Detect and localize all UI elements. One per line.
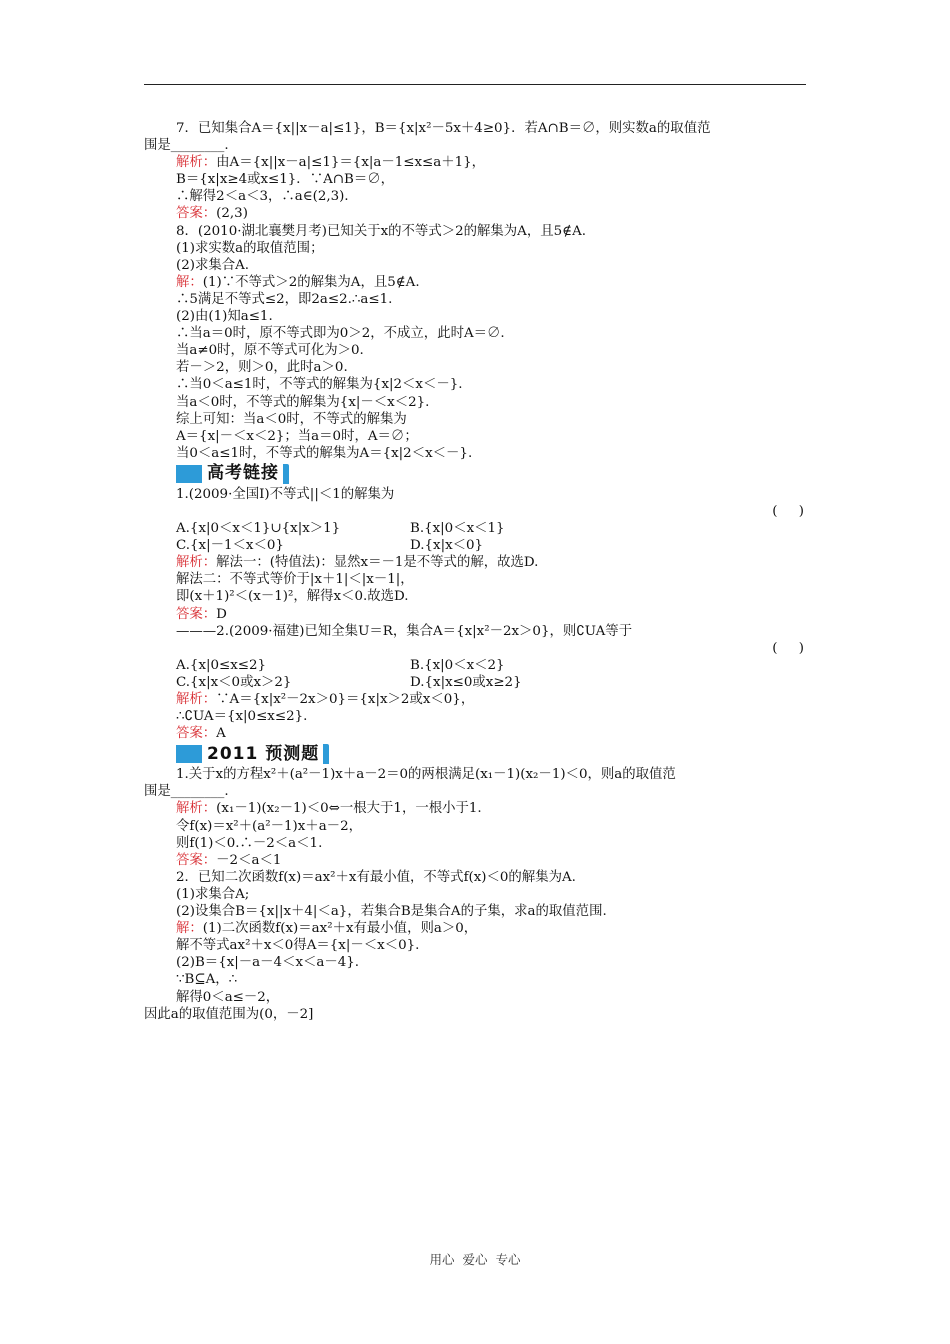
g1-option-d: D.{x|x＜0} (410, 538, 484, 554)
section-marker-bar (283, 464, 289, 484)
g2-answer-label: 答案： (176, 726, 217, 742)
q8-solution-line6: 若－＞2，则＞0，此时a＞0. (176, 360, 348, 376)
q7-solution-text1: 由A＝{x||x－a|≤1}＝{x|a－1≤x≤a＋1}， (216, 155, 486, 171)
section-title: 高考链接 (207, 463, 279, 484)
p2-solution-text1: (1)二次函数f(x)＝ax²＋x有最小值，则a＞0， (202, 921, 478, 937)
p1-solution-label: 解析： (176, 801, 217, 817)
p2-solution-line6: 因此a的取值范围为(0，－2] (144, 1006, 314, 1022)
p2-stem-line2: (1)求集合A; (176, 886, 250, 902)
q7-solution-line2: B＝{x|x≥4或x≤1}．∵A∩B＝∅， (176, 172, 394, 188)
g2-option-d: D.{x|x≤0或x≥2} (410, 674, 522, 690)
page-footer: 用心 爱心 专心 (429, 1252, 521, 1267)
q8-solution-line4: ∴当a＝0时，原不等式即为0＞2，不成立，此时A＝∅. (176, 326, 505, 342)
q8-solution-line3: (2)由(1)知a≤1. (176, 309, 273, 325)
g1-solution-line1 (144, 554, 808, 571)
q8-stem-line3: (2)求集合A. (176, 257, 250, 273)
g2-option-b: B.{x|0＜x＜2} (410, 657, 505, 673)
g1-options-row2 (144, 537, 808, 554)
section-header-prediction (176, 743, 808, 765)
section-marker-block (176, 465, 202, 483)
p2-stem-line1: 2．已知二次函数f(x)＝ax²＋x有最小值，不等式f(x)＜0的解集为A. (176, 869, 576, 885)
q8-solution-line11: 当0＜a≤1时，不等式的解集为A＝{x|2＜x＜－}. (176, 445, 473, 461)
g1-solution-line3: 即(x＋1)²＜(x－1)²，解得x＜0.故选D. (176, 589, 409, 605)
header-rule (144, 84, 806, 85)
p1-answer (144, 852, 808, 869)
q8-solution-line10: A＝{x|－＜x＜2}；当a＝0时，A＝∅； (176, 428, 418, 444)
document-body (144, 120, 808, 1023)
p1-solution-text1: (x₁－1)(x₂－1)＜0⇔一根大于1，一根小于1. (216, 801, 482, 817)
q8-solution-line7: ∴当0＜a≤1时，不等式的解集为{x|2＜x＜－}. (176, 377, 463, 393)
g1-answer-value: D (216, 606, 227, 622)
q8-stem-line1: 8．(2010·湖北襄樊月考)已知关于x的不等式＞2的解集为A，且5∉A. (176, 223, 586, 239)
g1-stem-line1: 1.(2009·全国Ⅰ)不等式||＜1的解集为 (176, 486, 395, 502)
g2-answer-value: A (216, 726, 226, 742)
p2-solution-label: 解： (176, 921, 203, 937)
q8-solution-line8: 当a＜0时，不等式的解集为{x|－＜x＜2}. (176, 394, 430, 410)
g2-options-row1 (144, 657, 808, 674)
g2-option-c: C.{x|x＜0或x＞2} (176, 674, 292, 690)
section-header-gaokao (176, 463, 808, 485)
p2-stem-line3: (2)设集合B＝{x||x＋4|＜a}，若集合B是集合A的子集，求a的取值范围. (176, 904, 607, 920)
g1-answer-label: 答案： (176, 606, 217, 622)
q7-answer (144, 205, 808, 222)
g1-option-a: A.{x|0＜x＜1}∪{x|x＞1} (176, 521, 341, 537)
q8-solution-line2: ∴5满足不等式≤2，即2a≤2.∴a≤1. (176, 291, 393, 307)
q8-stem-line2: (1)求实数a的取值范围； (176, 240, 324, 256)
q8-solution-line9: 综上可知：当a＜0时，不等式的解集为 (176, 411, 407, 427)
g1-answer (144, 606, 808, 623)
g2-solution-line1 (144, 691, 808, 708)
g1-option-c: C.{x|－1＜x＜0} (176, 538, 284, 554)
q7-solution-line3: ∴解得2＜a＜3，∴a∈(2,3)． (176, 189, 358, 205)
q8-solution-line5: 当a≠0时，原不等式可化为＞0. (176, 343, 364, 359)
p1-stem-line2: 围是________. (144, 784, 229, 800)
g2-options-row2 (144, 674, 808, 691)
p1-solution-line2: 令f(x)＝x²＋(a²－1)x＋a－2， (176, 818, 362, 834)
g1-answer-bracket: ( ) (772, 503, 804, 519)
g2-answer (144, 725, 808, 742)
g2-stem-line1: ———2.(2009·福建)已知全集U＝R，集合A＝{x|x²－2x＞0}，则∁UA等于 (176, 623, 633, 639)
g1-solution-label: 解析： (176, 555, 217, 571)
g1-options-row1 (144, 520, 808, 537)
g2-solution-text1: ∵A＝{x|x²－2x＞0}＝{x|x＞2或x＜0}， (216, 692, 475, 707)
p2-solution-line2: 解不等式ax²＋x＜0得A＝{x|－＜x＜0}. (176, 938, 420, 954)
p2-solution-line1 (144, 920, 808, 937)
q7-solution-label: 解析： (176, 155, 217, 171)
section-marker-block (176, 745, 202, 763)
g1-option-b: B.{x|0＜x＜1} (410, 521, 505, 537)
q8-solution-text1: (1)∵不等式＞2的解集为A，且5∉A. (202, 274, 420, 290)
q7-answer-label: 答案： (176, 206, 217, 222)
p2-solution-line3: (2)B＝{x|－a－4＜x＜a－4}. (176, 955, 360, 971)
p2-solution-line5: 解得0＜a≤－2， (176, 989, 280, 1005)
g2-answer-bracket: ( ) (772, 640, 804, 656)
section-marker-bar (323, 744, 329, 764)
p1-answer-value: －2＜a＜1 (216, 852, 282, 868)
q7-stem-line2: 围是________. (144, 138, 229, 154)
g1-solution-line2: 解法二：不等式等价于|x＋1|＜|x－1|， (176, 572, 414, 588)
q7-answer-value: (2,3) (216, 206, 248, 222)
q7-solution-line1 (144, 154, 808, 171)
q8-solution-label: 解： (176, 274, 203, 290)
p1-solution-line1 (144, 800, 808, 817)
p1-stem-line1: 1.关于x的方程x²＋(a²－1)x＋a－2＝0的两根满足(x₁－1)(x₂－1)＜0，则a的取值范 (176, 767, 676, 783)
g2-solution-line2: ∴∁UA＝{x|0≤x≤2}. (176, 709, 308, 725)
p1-solution-line3: 则f(1)＜0.∴－2＜a＜1. (176, 835, 323, 851)
p2-solution-line4: ∵B⊆A，∴ (176, 972, 238, 988)
q7-stem-line1: 7．已知集合A＝{x||x－a|≤1}，B＝{x|x²－5x＋4≥0}．若A∩B＝∅，则实数a的取值范 (176, 121, 711, 136)
g2-solution-label: 解析： (176, 692, 217, 707)
section-title: 2011 预测题 (207, 743, 320, 764)
p1-answer-label: 答案： (176, 852, 217, 868)
q8-solution-line1 (144, 274, 808, 291)
g1-solution-text1: 解法一：(特值法)：显然x＝－1是不等式的解，故选D. (216, 555, 539, 571)
g2-option-a: A.{x|0≤x≤2} (176, 657, 267, 673)
